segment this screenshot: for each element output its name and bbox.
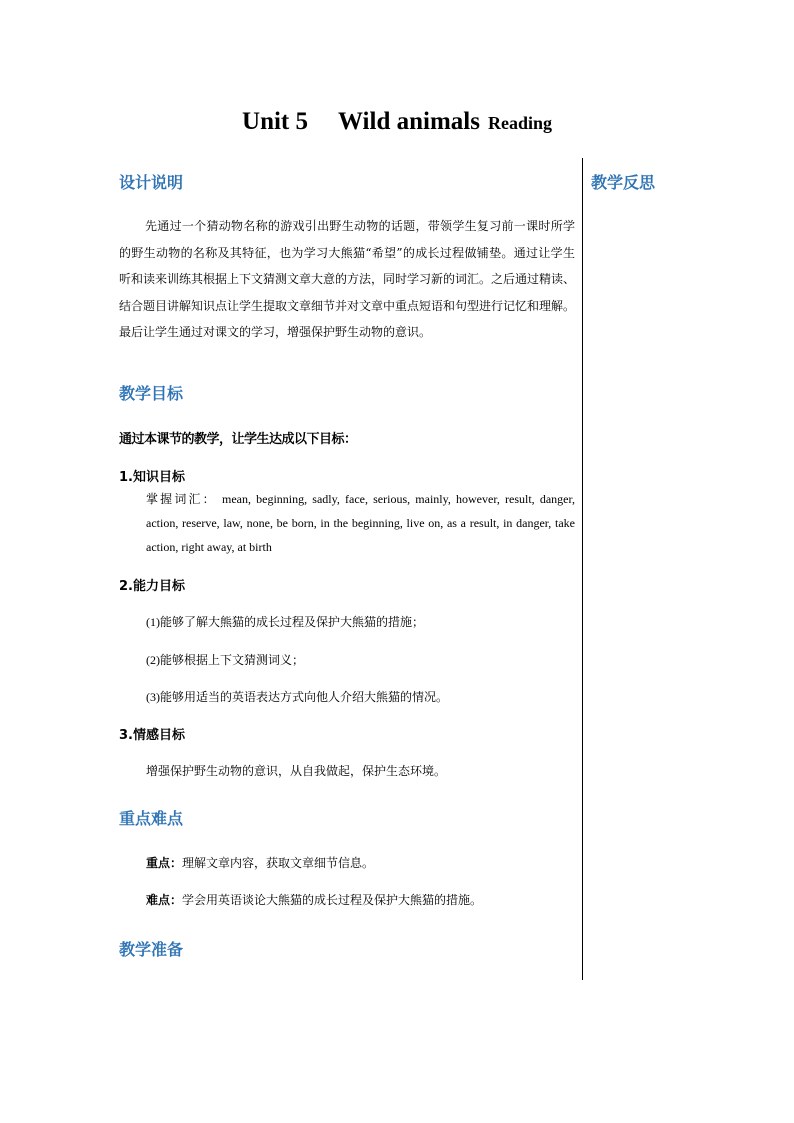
emotion-text: 增强保护野生动物的意识，从自我做起，保护生态环境。 [146,764,447,778]
unit-number: Unit 5 [242,108,308,135]
key-point-text: 理解文章内容，获取文章细节信息。 [182,856,375,870]
preparation-heading: 教学准备 [119,940,184,959]
difficult-point-label: 难点： [146,893,183,907]
emotion-heading: 3.情感目标 [119,728,185,743]
reflection-heading: 教学反思 [591,173,656,192]
difficult-point [146,891,482,908]
ability-item: (3)能够用适当的英语表达方式向他人介绍大熊猫的情况。 [146,690,449,704]
vocabulary-list [146,487,575,559]
key-point [146,854,374,871]
objectives-intro: 通过本课节的教学，让学生达成以下目标： [119,432,357,447]
objectives-heading: 教学目标 [119,384,184,403]
column-divider [582,158,583,980]
vocabulary-label: 掌握词汇： [146,492,217,506]
key-point-label: 重点： [146,856,183,870]
design-paragraph: 先通过一个猜动物名称的游戏引出野生动物的话题，带领学生复习前一课时所学的野生动物的名称及其特征，也为学习大熊猫“希望”的成长过程做铺垫。通过让学生听和读来训练其根据上下文猜测文章大意的方法，同时学习新的词汇。之后通过精读、结合题目讲解知识点让学生提取文章细节并对文章中重点短语和句型进行记忆和理解。最后让学生通过对课文的学习，增强保护野生动物的意识。 [119,219,576,339]
keypoints-heading: 重点难点 [119,809,184,828]
ability-item: (2)能够根据上下文猜测词义； [146,653,305,667]
page-title [0,108,794,136]
design-heading: 设计说明 [119,173,184,192]
vocabulary-words: mean, beginning, sadly, face, serious, mainly, however, result, danger, action, reserve, law, none, be born, in the beginning, live on, as a result, in danger, take action, right away, at birth [146,492,575,554]
ability-item: (1)能够了解大熊猫的成长过程及保护大熊猫的措施； [146,615,425,629]
knowledge-heading: 1.知识目标 [119,470,185,485]
ability-heading: 2.能力目标 [119,579,185,594]
difficult-point-text: 学会用英语谈论大熊猫的成长过程及保护大熊猫的措施。 [182,893,483,907]
unit-name: Wild animals [338,108,480,135]
lesson-section: Reading [487,113,552,133]
